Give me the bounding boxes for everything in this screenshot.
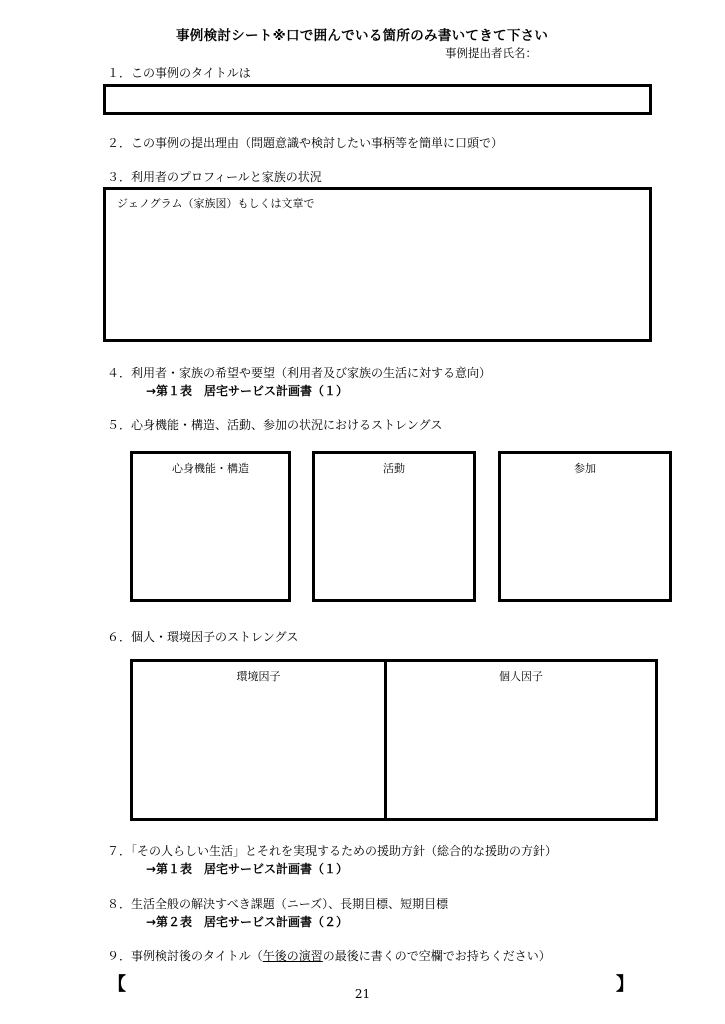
q6-personal-label: 個人因子 (499, 670, 543, 683)
q5-activity-label: 活動 (383, 462, 405, 475)
q6-heading: ６．個人・環境因子のストレングス (107, 630, 299, 644)
sheet-title: 事例検討シート※口で囲んでいる箇所のみ書いてきて下さい (176, 28, 549, 44)
q6-personal-box[interactable] (384, 659, 658, 821)
q7-heading: ７．「その人らしい生活」とそれを実現するための援助方針（総合的な援助の方針） (107, 844, 558, 858)
q5-body-function-label: 心身機能・構造 (172, 462, 249, 475)
q9-heading-prefix: ９．事例検討後のタイトル（ (107, 949, 263, 963)
q5-heading: ５．心身機能・構造、活動、参加の状況におけるストレングス (107, 418, 443, 432)
q3-profile-box[interactable] (103, 187, 652, 342)
q3-heading: ３．利用者のプロフィールと家族の状況 (107, 170, 322, 184)
q5-participation-label: 参加 (574, 462, 596, 475)
q6-environment-label: 環境因子 (236, 670, 281, 683)
q9-heading-underlined: 午後の演習 (262, 949, 323, 963)
q2-heading: ２．この事例の提出理由（問題意識や検討したい事柄等を簡単に口頭で） (107, 136, 504, 150)
q8-heading: ８．生活全般の解決すべき課題（ニーズ）、長期目標、短期目標 (107, 897, 449, 911)
q1-title-box[interactable] (103, 84, 652, 115)
q4-heading: ４．利用者・家族の希望や要望（利用者及び家族の生活に対する意向） (107, 366, 492, 380)
q6-environment-box[interactable] (130, 659, 387, 821)
q8-reference: →第２表 居宅サービス計画書（２） (146, 915, 349, 929)
submitter-name-label: 事例提出者氏名： (445, 46, 537, 60)
q3-box-hint: ジェノグラム（家族図）もしくは文章で (117, 197, 315, 210)
q9-heading (107, 947, 551, 964)
q9-bracket-close: 】 (616, 974, 634, 995)
q4-reference: →第１表 居宅サービス計画書（１） (146, 384, 349, 398)
page-number: 21 (354, 987, 371, 1001)
q5-activity-box[interactable] (312, 451, 476, 602)
q7-reference: →第１表 居宅サービス計画書（１） (146, 862, 349, 876)
q1-heading: １．この事例のタイトルは (107, 66, 251, 80)
q9-bracket-open: 【 (108, 974, 126, 995)
q5-body-function-box[interactable] (130, 451, 291, 602)
q9-heading-suffix: の最後に書くので空欄でお持ちください） (322, 949, 551, 963)
q5-participation-box[interactable] (498, 451, 672, 602)
